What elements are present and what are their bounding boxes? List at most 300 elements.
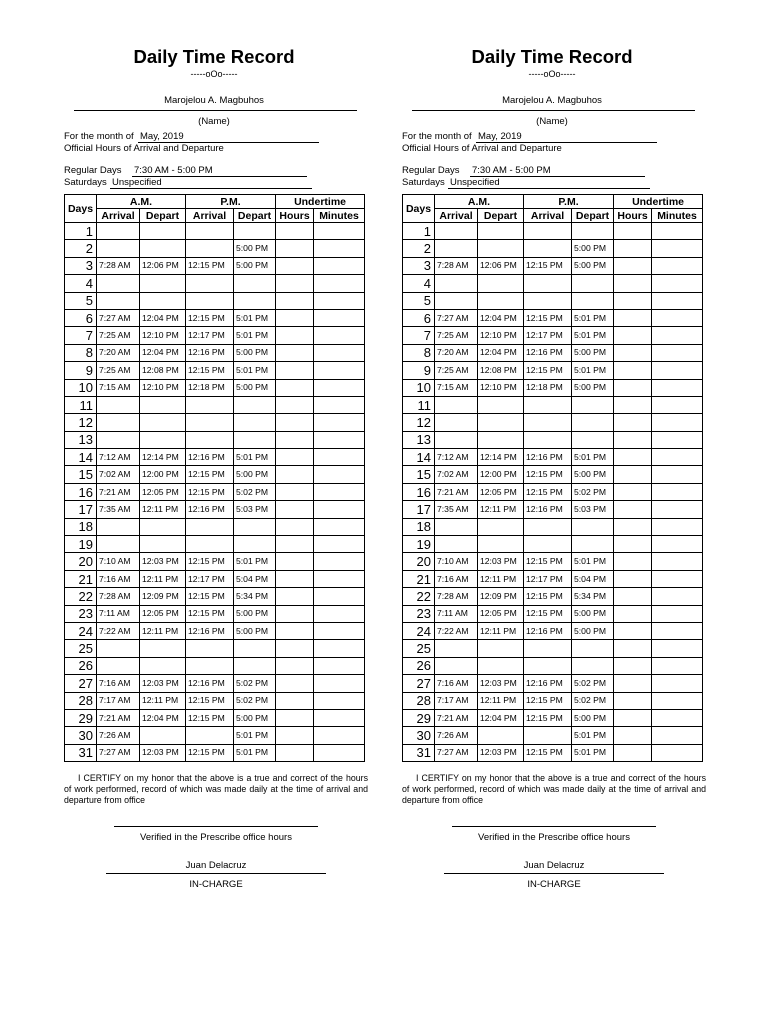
pm-depart-cell: 5:00 PM <box>572 622 614 639</box>
pm-arrival-cell: 12:16 PM <box>186 675 234 692</box>
am-arrival-cell: 7:25 AM <box>97 327 140 344</box>
undertime-minutes-cell <box>314 379 365 396</box>
undertime-hours-cell <box>276 692 314 709</box>
undertime-hours-cell <box>614 605 652 622</box>
pm-arrival-cell <box>524 640 572 657</box>
table-row <box>403 396 703 413</box>
incharge-name: Juan Delacruz <box>185 860 247 871</box>
undertime-hours-cell <box>614 727 652 744</box>
pm-arrival-cell: 12:16 PM <box>524 622 572 639</box>
pm-depart-cell: 5:01 PM <box>234 727 276 744</box>
undertime-minutes-cell <box>652 292 703 309</box>
undertime-minutes-cell <box>652 362 703 379</box>
day-number-cell: 29 <box>403 709 435 726</box>
undertime-hours-cell <box>276 605 314 622</box>
undertime-minutes-cell <box>314 640 365 657</box>
pm-arrival-cell <box>186 240 234 257</box>
day-number-cell: 25 <box>65 640 97 657</box>
table-row <box>403 588 703 605</box>
pm-depart-cell: 5:00 PM <box>234 379 276 396</box>
pm-arrival-cell: 12:15 PM <box>524 605 572 622</box>
am-depart-cell: 12:00 PM <box>140 466 186 483</box>
undertime-minutes-cell <box>652 657 703 674</box>
pm-depart-cell <box>234 518 276 535</box>
am-depart-cell <box>478 657 524 674</box>
pm-arrival-cell <box>186 431 234 448</box>
am-depart-cell <box>478 536 524 553</box>
pm-arrival-cell <box>524 414 572 431</box>
am-depart-cell: 12:05 PM <box>478 483 524 500</box>
am-depart-cell: 12:11 PM <box>478 692 524 709</box>
undertime-minutes-cell <box>652 553 703 570</box>
pm-depart-cell <box>572 431 614 448</box>
day-number-cell: 20 <box>403 553 435 570</box>
am-depart-cell: 12:05 PM <box>478 605 524 622</box>
pm-arrival-cell: 12:16 PM <box>524 675 572 692</box>
undertime-minutes-cell <box>652 379 703 396</box>
undertime-hours-cell <box>614 257 652 274</box>
am-arrival-cell <box>97 536 140 553</box>
am-depart-cell: 12:10 PM <box>478 379 524 396</box>
am-depart-cell: 12:03 PM <box>478 675 524 692</box>
pm-depart-cell: 5:01 PM <box>572 553 614 570</box>
am-depart-cell: 12:11 PM <box>478 570 524 587</box>
day-number-cell: 5 <box>65 292 97 309</box>
am-arrival-cell: 7:27 AM <box>97 309 140 326</box>
pm-depart-cell <box>234 536 276 553</box>
day-number-cell: 4 <box>403 275 435 292</box>
undertime-hours-cell <box>614 501 652 518</box>
day-number-cell: 26 <box>403 657 435 674</box>
day-number-cell: 6 <box>65 309 97 326</box>
undertime-hours-cell <box>614 570 652 587</box>
undertime-hours-cell <box>276 640 314 657</box>
table-row <box>403 692 703 709</box>
day-number-cell: 16 <box>403 483 435 500</box>
undertime-minutes-cell <box>314 292 365 309</box>
day-number-cell: 8 <box>403 344 435 361</box>
certification-text <box>402 773 706 806</box>
am-arrival-cell <box>435 275 478 292</box>
undertime-minutes-cell <box>652 622 703 639</box>
pm-depart-cell: 5:00 PM <box>572 344 614 361</box>
day-number-cell: 5 <box>403 292 435 309</box>
am-depart-cell <box>478 240 524 257</box>
undertime-hours-cell <box>614 640 652 657</box>
am-arrival-cell: 7:28 AM <box>97 588 140 605</box>
pm-depart-cell: 5:02 PM <box>234 483 276 500</box>
regular-days-field <box>64 165 213 176</box>
pm-arrival-cell: 12:15 PM <box>524 553 572 570</box>
am-arrival-cell: 7:25 AM <box>435 327 478 344</box>
table-row <box>403 431 703 448</box>
regular-days-value: 7:30 AM - 5:00 PM <box>470 165 645 177</box>
pm-depart-cell: 5:04 PM <box>234 570 276 587</box>
am-arrival-cell: 7:12 AM <box>97 449 140 466</box>
day-number-cell: 21 <box>65 570 97 587</box>
undertime-minutes-cell <box>314 709 365 726</box>
am-depart-cell <box>140 292 186 309</box>
am-arrival-cell <box>435 292 478 309</box>
am-arrival-cell: 7:15 AM <box>435 379 478 396</box>
table-row <box>65 709 365 726</box>
table-row <box>65 257 365 274</box>
undertime-hours-cell <box>276 449 314 466</box>
hours-header: Hours <box>276 209 314 223</box>
pm-arrival-cell: 12:15 PM <box>186 605 234 622</box>
pm-depart-cell: 5:00 PM <box>234 622 276 639</box>
am-arrival-cell <box>435 396 478 413</box>
am-arrival-header: Arrival <box>435 209 478 223</box>
undertime-minutes-cell <box>652 309 703 326</box>
pm-arrival-cell <box>524 657 572 674</box>
am-depart-cell <box>140 657 186 674</box>
month-field <box>64 131 184 142</box>
table-row <box>65 570 365 587</box>
pm-arrival-cell: 12:18 PM <box>186 379 234 396</box>
undertime-hours-cell <box>276 570 314 587</box>
table-row <box>403 536 703 553</box>
pm-arrival-cell: 12:15 PM <box>186 309 234 326</box>
day-number-cell: 25 <box>403 640 435 657</box>
undertime-hours-cell <box>276 396 314 413</box>
minutes-header: Minutes <box>652 209 703 223</box>
table-row <box>403 640 703 657</box>
am-depart-cell <box>478 396 524 413</box>
saturdays-label: Saturdays <box>402 177 445 188</box>
am-depart-cell: 12:09 PM <box>140 588 186 605</box>
undertime-hours-cell <box>276 727 314 744</box>
undertime-hours-cell <box>276 622 314 639</box>
undertime-hours-cell <box>276 223 314 240</box>
undertime-hours-cell <box>614 223 652 240</box>
table-row <box>65 657 365 674</box>
am-arrival-cell: 7:20 AM <box>435 344 478 361</box>
table-row <box>65 640 365 657</box>
table-row <box>403 744 703 761</box>
undertime-minutes-cell <box>314 466 365 483</box>
table-row <box>403 553 703 570</box>
day-number-cell: 17 <box>403 501 435 518</box>
pm-arrival-cell: 12:15 PM <box>186 692 234 709</box>
am-arrival-cell: 7:10 AM <box>97 553 140 570</box>
pm-arrival-cell: 12:15 PM <box>186 709 234 726</box>
incharge-label: IN-CHARGE <box>189 879 243 890</box>
undertime-minutes-cell <box>314 344 365 361</box>
pm-depart-cell: 5:02 PM <box>234 692 276 709</box>
day-number-cell: 12 <box>65 414 97 431</box>
pm-header: P.M. <box>524 195 614 209</box>
pm-depart-cell: 5:00 PM <box>572 605 614 622</box>
am-arrival-cell: 7:25 AM <box>97 362 140 379</box>
undertime-minutes-cell <box>652 709 703 726</box>
table-row <box>403 414 703 431</box>
table-row <box>65 292 365 309</box>
pm-depart-cell <box>572 292 614 309</box>
saturdays-label: Saturdays <box>64 177 107 188</box>
day-number-cell: 22 <box>403 588 435 605</box>
am-arrival-cell: 7:02 AM <box>435 466 478 483</box>
day-number-cell: 24 <box>65 622 97 639</box>
am-depart-cell: 12:03 PM <box>140 553 186 570</box>
month-label: For the month of <box>402 131 472 142</box>
undertime-hours-cell <box>276 292 314 309</box>
undertime-hours-cell <box>614 275 652 292</box>
am-arrival-cell: 7:12 AM <box>435 449 478 466</box>
pm-arrival-cell: 12:15 PM <box>524 692 572 709</box>
pm-depart-cell: 5:00 PM <box>234 709 276 726</box>
pm-depart-cell: 5:01 PM <box>234 744 276 761</box>
pm-depart-cell: 5:00 PM <box>572 466 614 483</box>
pm-arrival-cell: 12:18 PM <box>524 379 572 396</box>
undertime-hours-cell <box>276 675 314 692</box>
am-depart-cell: 12:11 PM <box>140 501 186 518</box>
pm-depart-cell <box>572 518 614 535</box>
table-row <box>65 501 365 518</box>
pm-depart-cell: 5:01 PM <box>234 553 276 570</box>
table-row <box>65 518 365 535</box>
pm-depart-cell: 5:01 PM <box>234 327 276 344</box>
am-depart-cell <box>478 431 524 448</box>
undertime-hours-cell <box>614 292 652 309</box>
pm-depart-cell <box>234 292 276 309</box>
pm-arrival-cell <box>186 640 234 657</box>
incharge-signature-line <box>106 873 326 874</box>
pm-arrival-cell: 12:15 PM <box>524 744 572 761</box>
am-arrival-cell: 7:16 AM <box>435 675 478 692</box>
am-depart-cell <box>140 396 186 413</box>
undertime-hours-cell <box>614 240 652 257</box>
am-depart-cell <box>478 292 524 309</box>
table-row <box>403 240 703 257</box>
am-arrival-cell: 7:28 AM <box>435 257 478 274</box>
pm-arrival-cell: 12:16 PM <box>524 344 572 361</box>
time-record-table <box>64 194 365 762</box>
undertime-hours-cell <box>614 344 652 361</box>
pm-arrival-cell: 12:15 PM <box>524 362 572 379</box>
am-depart-cell: 12:00 PM <box>478 466 524 483</box>
day-number-cell: 7 <box>403 327 435 344</box>
table-row <box>403 275 703 292</box>
am-arrival-cell <box>97 275 140 292</box>
am-arrival-cell: 7:21 AM <box>435 709 478 726</box>
undertime-hours-cell <box>276 379 314 396</box>
undertime-minutes-cell <box>314 223 365 240</box>
day-number-cell: 29 <box>65 709 97 726</box>
day-number-cell: 27 <box>65 675 97 692</box>
undertime-hours-cell <box>276 414 314 431</box>
undertime-minutes-cell <box>652 414 703 431</box>
undertime-minutes-cell <box>652 396 703 413</box>
pm-depart-cell: 5:01 PM <box>234 449 276 466</box>
undertime-minutes-cell <box>652 449 703 466</box>
day-number-cell: 15 <box>65 466 97 483</box>
am-arrival-cell: 7:20 AM <box>97 344 140 361</box>
undertime-minutes-cell <box>314 727 365 744</box>
am-arrival-cell <box>435 657 478 674</box>
table-row <box>65 483 365 500</box>
undertime-hours-cell <box>276 344 314 361</box>
table-row <box>403 344 703 361</box>
am-depart-cell: 12:06 PM <box>478 257 524 274</box>
am-arrival-cell <box>435 431 478 448</box>
table-row <box>65 449 365 466</box>
pm-arrival-cell: 12:16 PM <box>186 449 234 466</box>
am-depart-cell: 12:11 PM <box>140 570 186 587</box>
am-depart-cell <box>140 223 186 240</box>
am-arrival-cell <box>97 414 140 431</box>
pm-arrival-cell <box>524 536 572 553</box>
am-arrival-cell <box>435 223 478 240</box>
pm-arrival-cell: 12:15 PM <box>524 588 572 605</box>
undertime-minutes-cell <box>314 501 365 518</box>
pm-depart-cell <box>572 536 614 553</box>
am-depart-cell: 12:05 PM <box>140 605 186 622</box>
am-depart-cell <box>478 640 524 657</box>
day-number-cell: 1 <box>403 223 435 240</box>
undertime-hours-cell <box>276 483 314 500</box>
table-header-row <box>65 195 365 209</box>
am-arrival-header: Arrival <box>97 209 140 223</box>
am-depart-cell <box>478 727 524 744</box>
undertime-minutes-cell <box>314 257 365 274</box>
day-number-cell: 13 <box>403 431 435 448</box>
table-row <box>403 257 703 274</box>
pm-depart-cell <box>234 396 276 413</box>
days-header: Days <box>403 195 435 223</box>
am-arrival-cell: 7:25 AM <box>435 362 478 379</box>
am-depart-cell: 12:04 PM <box>478 309 524 326</box>
pm-arrival-cell <box>186 414 234 431</box>
am-depart-cell: 12:10 PM <box>478 327 524 344</box>
pm-depart-cell: 5:00 PM <box>234 257 276 274</box>
undertime-minutes-cell <box>652 692 703 709</box>
pm-depart-cell <box>234 414 276 431</box>
table-row <box>65 675 365 692</box>
undertime-hours-cell <box>614 396 652 413</box>
day-number-cell: 12 <box>403 414 435 431</box>
am-arrival-cell <box>97 657 140 674</box>
day-number-cell: 21 <box>403 570 435 587</box>
am-depart-cell: 12:08 PM <box>140 362 186 379</box>
am-depart-cell <box>140 275 186 292</box>
verified-text: Verified in the Prescribe office hours <box>478 832 630 843</box>
pm-depart-cell <box>572 396 614 413</box>
table-row <box>403 675 703 692</box>
am-depart-cell <box>140 727 186 744</box>
pm-depart-cell: 5:00 PM <box>572 240 614 257</box>
table-row <box>65 466 365 483</box>
table-row <box>403 327 703 344</box>
am-arrival-cell: 7:21 AM <box>97 709 140 726</box>
undertime-minutes-cell <box>652 240 703 257</box>
undertime-minutes-cell <box>314 692 365 709</box>
day-number-cell: 31 <box>403 744 435 761</box>
am-depart-cell: 12:11 PM <box>478 501 524 518</box>
am-arrival-cell: 7:11 AM <box>97 605 140 622</box>
undertime-header: Undertime <box>614 195 703 209</box>
pm-depart-cell: 5:00 PM <box>234 605 276 622</box>
pm-depart-cell <box>572 414 614 431</box>
pm-depart-cell <box>234 275 276 292</box>
day-number-cell: 9 <box>65 362 97 379</box>
table-row <box>65 744 365 761</box>
am-arrival-cell: 7:26 AM <box>97 727 140 744</box>
saturdays-field <box>402 177 500 188</box>
pm-arrival-cell: 12:15 PM <box>186 588 234 605</box>
day-number-cell: 9 <box>403 362 435 379</box>
undertime-minutes-cell <box>314 570 365 587</box>
am-depart-cell <box>478 275 524 292</box>
am-arrival-cell <box>97 292 140 309</box>
undertime-hours-cell <box>276 275 314 292</box>
table-row <box>65 622 365 639</box>
table-row <box>65 692 365 709</box>
undertime-hours-cell <box>614 449 652 466</box>
pm-arrival-cell: 12:15 PM <box>524 466 572 483</box>
day-number-cell: 30 <box>403 727 435 744</box>
undertime-minutes-cell <box>652 466 703 483</box>
undertime-hours-cell <box>614 483 652 500</box>
undertime-minutes-cell <box>652 536 703 553</box>
table-row <box>65 727 365 744</box>
am-arrival-cell <box>435 414 478 431</box>
undertime-hours-cell <box>614 709 652 726</box>
am-depart-header: Depart <box>140 209 186 223</box>
verify-signature-line <box>114 826 318 827</box>
table-row <box>65 396 365 413</box>
undertime-minutes-cell <box>314 518 365 535</box>
table-row <box>65 327 365 344</box>
hours-header: Hours <box>614 209 652 223</box>
pm-depart-header: Depart <box>234 209 276 223</box>
undertime-minutes-cell <box>314 309 365 326</box>
pm-depart-cell: 5:00 PM <box>234 240 276 257</box>
pm-depart-cell: 5:00 PM <box>234 344 276 361</box>
undertime-minutes-cell <box>652 570 703 587</box>
am-arrival-cell: 7:28 AM <box>97 257 140 274</box>
day-number-cell: 26 <box>65 657 97 674</box>
undertime-hours-cell <box>276 240 314 257</box>
am-depart-cell: 12:14 PM <box>140 449 186 466</box>
table-header-row <box>403 195 703 209</box>
table-row <box>403 362 703 379</box>
day-number-cell: 17 <box>65 501 97 518</box>
day-number-cell: 2 <box>65 240 97 257</box>
pm-arrival-cell: 12:15 PM <box>524 309 572 326</box>
pm-depart-cell: 5:01 PM <box>572 727 614 744</box>
pm-depart-cell: 5:34 PM <box>234 588 276 605</box>
undertime-minutes-cell <box>652 344 703 361</box>
undertime-hours-cell <box>614 553 652 570</box>
am-arrival-cell: 7:35 AM <box>435 501 478 518</box>
undertime-hours-cell <box>276 709 314 726</box>
undertime-hours-cell <box>276 466 314 483</box>
am-depart-cell: 12:08 PM <box>478 362 524 379</box>
am-arrival-cell: 7:27 AM <box>435 309 478 326</box>
day-number-cell: 13 <box>65 431 97 448</box>
undertime-minutes-cell <box>314 414 365 431</box>
am-depart-cell: 12:06 PM <box>140 257 186 274</box>
pm-arrival-cell <box>524 275 572 292</box>
table-row <box>403 466 703 483</box>
name-underline <box>74 110 357 111</box>
day-number-cell: 19 <box>403 536 435 553</box>
undertime-hours-cell <box>614 744 652 761</box>
pm-arrival-cell <box>524 396 572 413</box>
am-arrival-cell: 7:21 AM <box>97 483 140 500</box>
undertime-minutes-cell <box>652 275 703 292</box>
